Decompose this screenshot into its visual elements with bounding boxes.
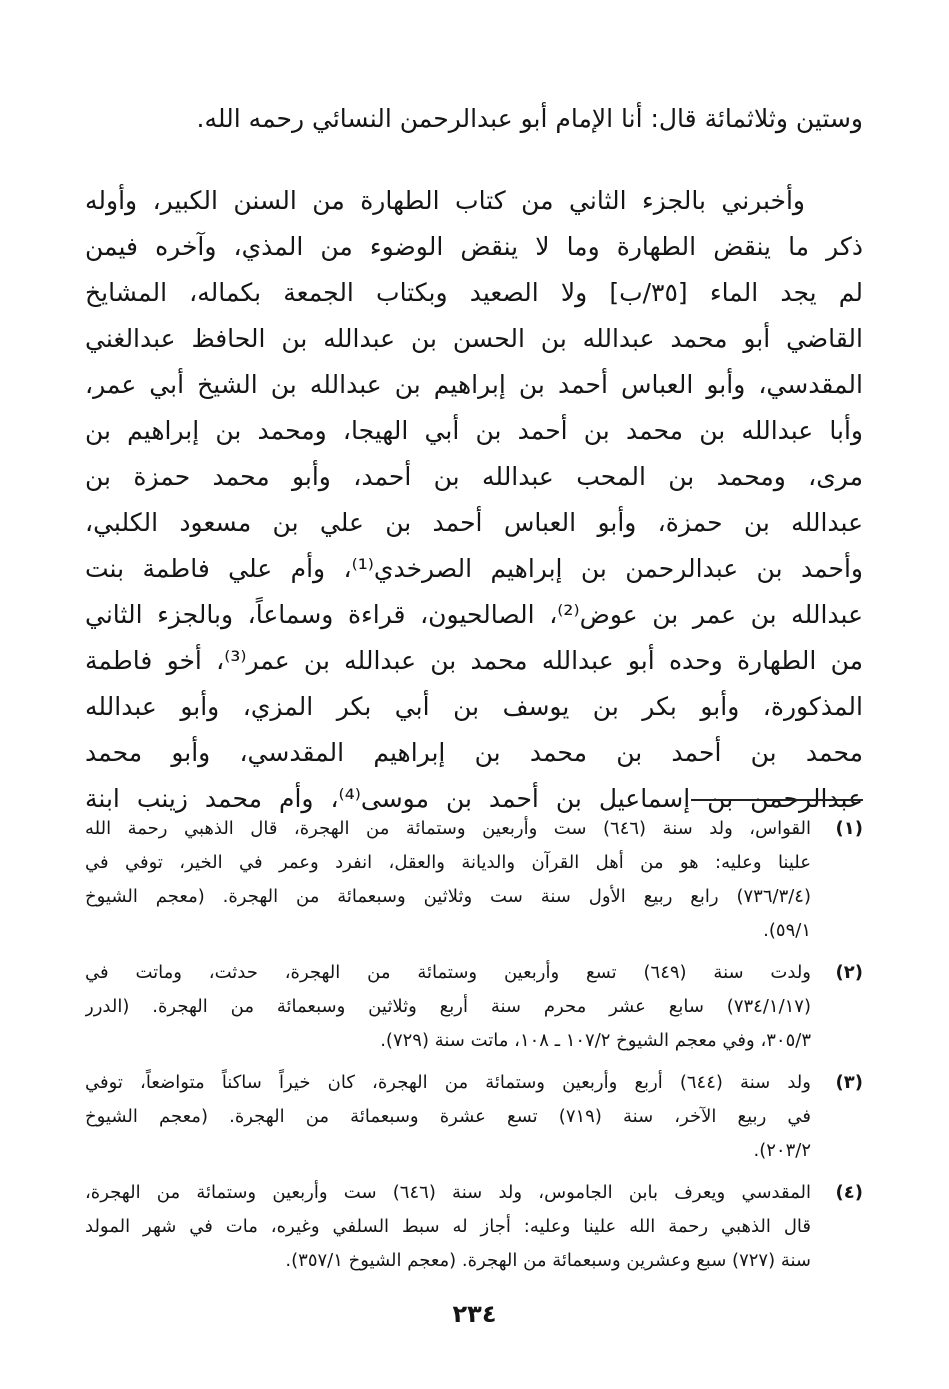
paragraph-line: القاضي أبو محمد عبدالله بن الحسن بن عبدالله بن الحافظ عبدالغني bbox=[85, 324, 863, 353]
footnote-line: علينا وعليه: هو من أهل القرآن والديانة والعقل، انفرد وعمر في الخير، توفي في bbox=[85, 852, 811, 873]
footnote-3 bbox=[85, 1066, 863, 1168]
footnote-line: ٣٠٥/٣، وفي معجم الشيوخ ١٠٧/٢ ـ ١٠٨، ماتت سنة (٧٢٩). bbox=[380, 1030, 811, 1051]
footnote-1 bbox=[85, 812, 863, 948]
paragraph-line: من الطهارة وحده أبو عبدالله محمد بن عبدالله بن عمر⁽³⁾، أخو فاطمة bbox=[85, 646, 863, 675]
paragraph-line: عبدالله بن حمزة، وأبو العباس أحمد بن علي بن مسعود الكلبي، bbox=[85, 508, 863, 537]
paragraph-line: ذكر ما ينقض الطهارة وما لا ينقض الوضوء من المذي، وآخره فيمن bbox=[85, 232, 863, 261]
footnote-line: المقدسي ويعرف بابن الجاموس، ولد سنة (٦٤٦) ست وأربعين وستمائة من الهجرة، bbox=[85, 1182, 811, 1203]
footnote-line: ولدت سنة (٦٤٩) تسع وأربعين وستمائة من الهجرة، حدثت، وماتت في bbox=[85, 962, 811, 983]
paragraph-line: المذكورة، وأبو بكر بن يوسف بن أبي بكر المزي، وأبو عبدالله bbox=[85, 692, 863, 721]
paragraph-line: لم يجد الماء [٣٥/ب] ولا الصعيد وبكتاب الجمعة بكماله، المشايخ bbox=[85, 278, 863, 307]
footnote-line: ٥٩/١). bbox=[763, 920, 811, 941]
opening-line: وستين وثلاثمائة قال: أنا الإمام أبو عبدالرحمن النسائي رحمه الله. bbox=[196, 104, 863, 133]
paragraph-line: محمد بن أحمد بن محمد بن إبراهيم المقدسي، وأبو محمد bbox=[85, 738, 863, 767]
footnote-line: ٢٠٣/٢). bbox=[753, 1140, 811, 1161]
paragraph-line: مرى، ومحمد بن المحب عبدالله بن أحمد، وأبو محمد حمزة بن bbox=[85, 462, 863, 491]
paragraph-line: عبدالله بن عمر بن عوض⁽²⁾، الصالحيون، قراءة وسماعاً، وبالجزء الثاني bbox=[85, 600, 863, 629]
footnote-4 bbox=[85, 1176, 863, 1278]
footnote-line: ولد سنة (٦٤٤) أربع وأربعين وستمائة من الهجرة، كان خيراً ساكناً متواضعاً، توفي bbox=[85, 1072, 811, 1093]
footnote-2 bbox=[85, 956, 863, 1058]
footnote-line: سنة (٧٢٧) سبع وعشرين وسبعمائة من الهجرة. (معجم الشيوخ ٣٥٧/١). bbox=[285, 1250, 811, 1271]
footnote-line: (٧٣٤/١/١٧) سابع عشر محرم سنة أربع وثلاثين وسبعمائة من الهجرة. (الدرر bbox=[85, 996, 811, 1017]
footnotes bbox=[85, 812, 863, 1286]
footnote-line: (٧٣٦/٣/٤) رابع ربيع الأول سنة ست وثلاثين وسبعمائة من الهجرة. (معجم الشيوخ bbox=[85, 886, 811, 907]
page-number: ٢٣٤ bbox=[452, 1300, 497, 1328]
paragraph-line: المقدسي، وأبو العباس أحمد بن إبراهيم بن عبدالله بن الشيخ أبي عمر، bbox=[85, 370, 863, 399]
footnote-number: (٤) bbox=[835, 1182, 863, 1203]
footnote-line: قال الذهبي رحمة الله علينا وعليه: أجاز له سبط السلفي وغيره، مات في شهر المولد bbox=[85, 1216, 811, 1237]
footnote-number: (١) bbox=[835, 818, 863, 839]
opening-line-block bbox=[85, 96, 863, 142]
footnote-number: (٢) bbox=[835, 962, 863, 983]
footnote-number: (٣) bbox=[835, 1072, 863, 1093]
footnote-separator bbox=[691, 799, 863, 801]
footnote-line: في ربيع الآخر، سنة (٧١٩) تسع عشرة وسبعمائة من الهجرة. (معجم الشيوخ bbox=[85, 1106, 811, 1127]
main-paragraph bbox=[85, 178, 863, 822]
footnote-line: القواس، ولد سنة (٦٤٦) ست وأربعين وستمائة من الهجرة، قال الذهبي رحمة الله bbox=[85, 818, 811, 839]
paragraph-line: وأحمد بن عبدالرحمن بن إبراهيم الصرخدي⁽¹⁾، وأم علي فاطمة بنت bbox=[85, 554, 863, 583]
paragraph-line: وأخبرني بالجزء الثاني من كتاب الطهارة من السنن الكبير، وأوله bbox=[85, 186, 805, 215]
paragraph-line: وأبا عبدالله بن محمد بن أحمد بن أبي الهيجا، ومحمد بن إبراهيم بن bbox=[85, 416, 863, 445]
paragraph-line: عبدالرحمن بن إسماعيل بن أحمد بن موسى⁽⁴⁾، وأم محمد زينب ابنة bbox=[85, 784, 863, 813]
